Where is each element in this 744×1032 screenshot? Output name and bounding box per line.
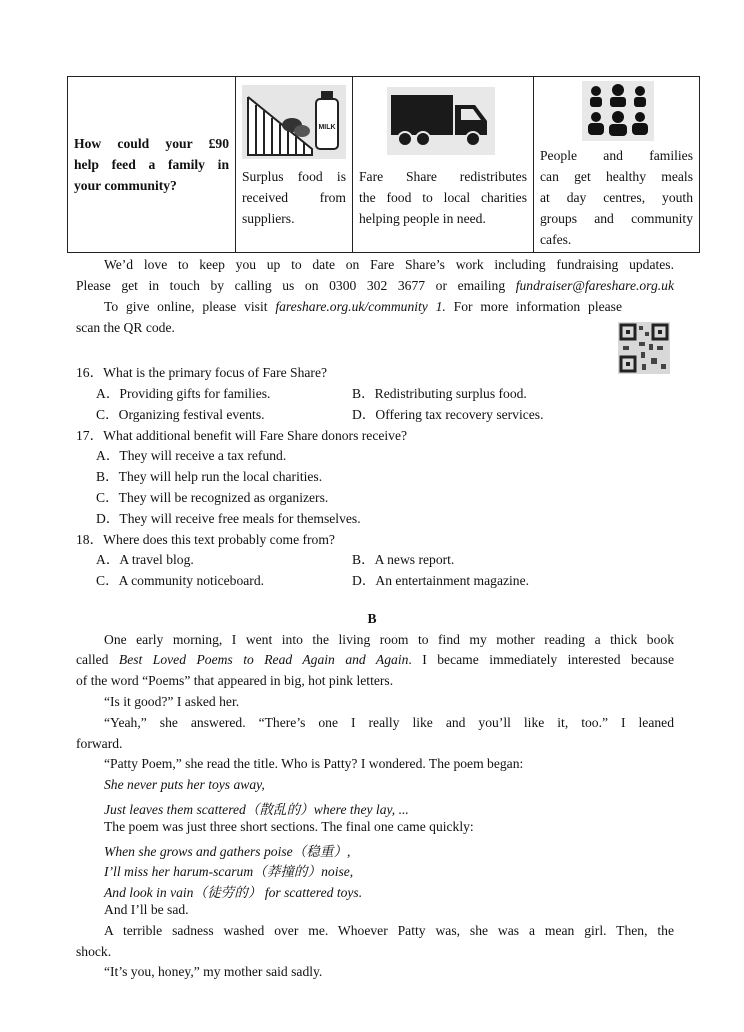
question-18: 18．Where does this text probably come from? [76, 532, 335, 547]
surplus-food-icon [242, 85, 346, 159]
people-cell [534, 77, 700, 253]
section-b-heading: B [367, 611, 377, 626]
story-p7-line-1: A terrible sadness washed over me. Whoever Patty was, she was a mean girl. Then, the [104, 923, 674, 938]
question-cell [68, 77, 236, 253]
q16-option-b[interactable]: B．Redistributing surplus food. [352, 386, 527, 401]
story-p2: “Is it good?” I asked her. [104, 694, 240, 709]
contact-para-line-1: We’d love to keep you up to date on Fare Share’s work including fundraising updates. [104, 257, 674, 272]
poem-line-5: And look in vain（徒劳的） for scattered toys. [104, 885, 363, 900]
story-p8: “It’s you, honey,” my mother said sadly. [104, 964, 323, 979]
website-link[interactable]: fareshare.org.uk/community 1. [275, 299, 446, 314]
q17-option-c[interactable]: C．They will be recognized as organizers. [96, 490, 329, 505]
q18-option-a[interactable]: A．A travel blog. [96, 552, 194, 567]
poem-line-3: When she grows and gathers poise（稳重）, [104, 844, 351, 859]
story-p1-line-2 [76, 652, 674, 668]
q18-option-b[interactable]: B．A news report. [352, 552, 455, 567]
contact-text: Please get in touch by calling us on 0300 302 3677 or emailing [76, 278, 516, 293]
online-para-line-1 [76, 299, 622, 315]
people-line-1: People and families [540, 148, 693, 163]
question-line-3: your community? [74, 178, 177, 193]
truck-line-1: Fare Share redistributes [359, 169, 527, 184]
online-text-b: For more information please [445, 299, 622, 314]
people-line-3: at day centres, youth [540, 190, 693, 205]
q18-option-c[interactable]: C．A community noticeboard. [96, 573, 265, 588]
story-p6: And I’ll be sad. [104, 902, 189, 917]
q16-option-c[interactable]: C．Organizing festival events. [96, 407, 265, 422]
truck-line-2: the food to local charities [359, 190, 527, 205]
q16-option-d[interactable]: D．Offering tax recovery services. [352, 407, 544, 422]
people-text [540, 145, 693, 250]
supplier-line-1: Surplus food is [242, 169, 346, 184]
people-line-5: cafes. [540, 232, 572, 247]
story-p1-line-3: of the word “Poems” that appeared in big, hot pink letters. [76, 673, 394, 688]
contact-para-line-2 [76, 278, 674, 294]
q17-option-b[interactable]: B．They will help run the local charities. [96, 469, 323, 484]
question-line-1: How could your £90 [74, 136, 229, 151]
story-p3-line-2: forward. [76, 736, 123, 751]
people-group-icon [582, 81, 654, 141]
story-p3-line-1: “Yeah,” she answered. “There’s one I really like and you’ll like it, too.” I leaned [104, 715, 674, 730]
poem-line-2: Just leaves them scattered（散乱的）where they lay, ... [104, 802, 409, 817]
book-title: Best Loved Poems to Read Again and Again [118, 652, 409, 667]
question-17: 17．What additional benefit will Fare Share donors receive? [76, 428, 408, 443]
story-p1-text-b: . I became immediately interested because [408, 652, 674, 667]
story-p1-line-1: One early morning, I went into the living room to find my mother reading a thick book [104, 632, 674, 647]
truck-cell [353, 77, 534, 253]
story-p7-line-2: shock. [76, 944, 112, 959]
delivery-truck-icon [387, 87, 495, 155]
poem-line-4: I’ll miss her harum-scarum（莽撞的）noise, [104, 864, 354, 879]
milk-label: MILK [318, 124, 336, 131]
people-line-2: can get healthy meals [540, 169, 693, 184]
q18-option-d[interactable]: D．An entertainment magazine. [352, 573, 530, 588]
online-para-line-2: scan the QR code. [76, 320, 175, 335]
question-16: 16．What is the primary focus of Fare Share? [76, 365, 328, 380]
truck-text [359, 166, 527, 229]
supplier-line-3: suppliers. [242, 211, 295, 226]
story-p1-text-a: called [76, 652, 119, 667]
q17-option-d[interactable]: D．They will receive free meals for themselves. [96, 511, 361, 526]
supplier-cell [236, 77, 353, 253]
question-line-2: help feed a family in [74, 157, 229, 172]
online-text-a: To give online, please visit [104, 299, 276, 314]
email-link[interactable]: fundraiser@fareshare.org.uk [515, 278, 674, 293]
poem-line-1: She never puts her toys away, [104, 777, 265, 792]
q17-option-a[interactable]: A．They will receive a tax refund. [96, 448, 287, 463]
fare-share-info-table [67, 76, 700, 253]
supplier-line-2: received from [242, 190, 346, 205]
truck-line-3: helping people in need. [359, 211, 486, 226]
people-line-4: groups and community [540, 211, 693, 226]
story-p5: The poem was just three short sections. The final one came quickly: [104, 819, 474, 834]
q16-option-a[interactable]: A．Providing gifts for families. [96, 386, 271, 401]
supplier-text [242, 166, 346, 229]
story-p4: “Patty Poem,” she read the title. Who is Patty? I wondered. The poem began: [104, 756, 524, 771]
